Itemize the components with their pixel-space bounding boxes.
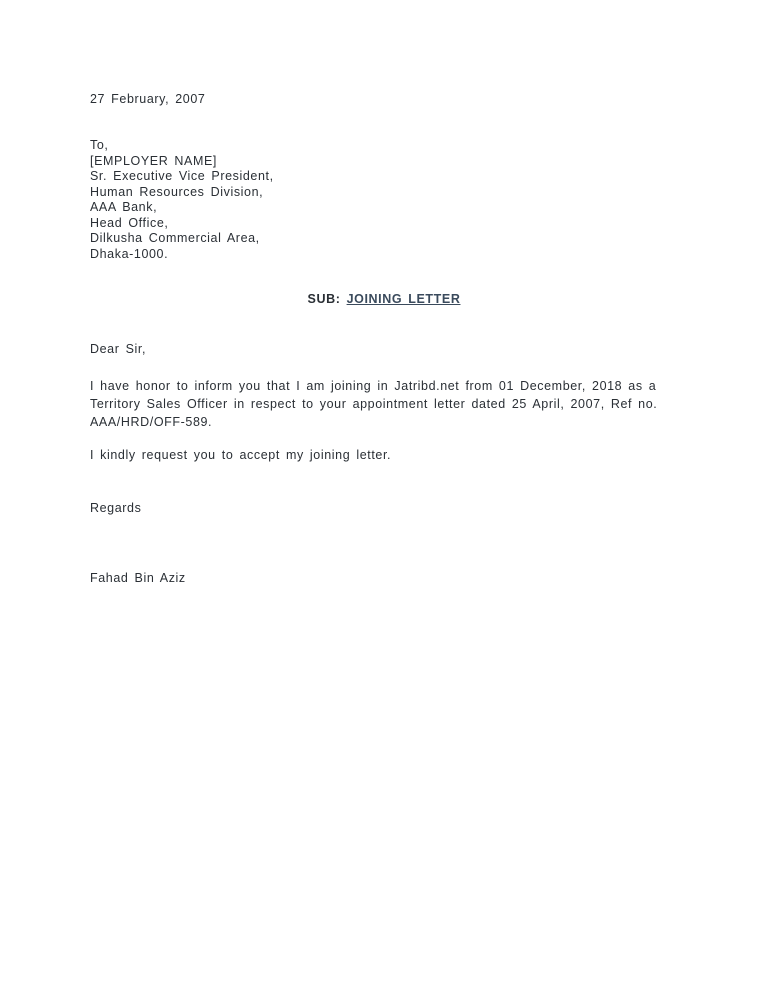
body-line: I have honor to inform you that I am joining in Jatribd.net from 01 December, 2018 as a (90, 379, 657, 393)
salutation: Dear Sir, (90, 342, 147, 356)
address-line: To, (90, 138, 109, 152)
address-line: Dhaka-1000. (90, 246, 169, 261)
subject-prefix: SUB: (307, 292, 341, 306)
address-line: Head Office, (90, 215, 169, 230)
address-line: Sr. Executive Vice President, (90, 169, 274, 183)
body-line: Territory Sales Officer in respect to your appointment letter dated 25 April, 2007, Ref no. (90, 397, 658, 411)
signature-name: Fahad Bin Aziz (90, 571, 186, 585)
address-line: Human Resources Division, (90, 184, 264, 199)
subject-line (0, 292, 768, 307)
address-line: [EMPLOYER NAME] (90, 153, 217, 168)
body-line: AAA/HRD/OFF-589. (90, 415, 213, 429)
subject-value: JOINING LETTER (346, 292, 461, 306)
letter-date: 27 February, 2007 (90, 92, 206, 106)
request-sentence: I kindly request you to accept my joining letter. (90, 448, 392, 462)
closing: Regards (90, 501, 142, 515)
recipient-address (90, 138, 274, 262)
address-line: AAA Bank, (90, 200, 158, 214)
address-line: Dilkusha Commercial Area, (90, 231, 260, 245)
body-paragraph (90, 377, 670, 431)
